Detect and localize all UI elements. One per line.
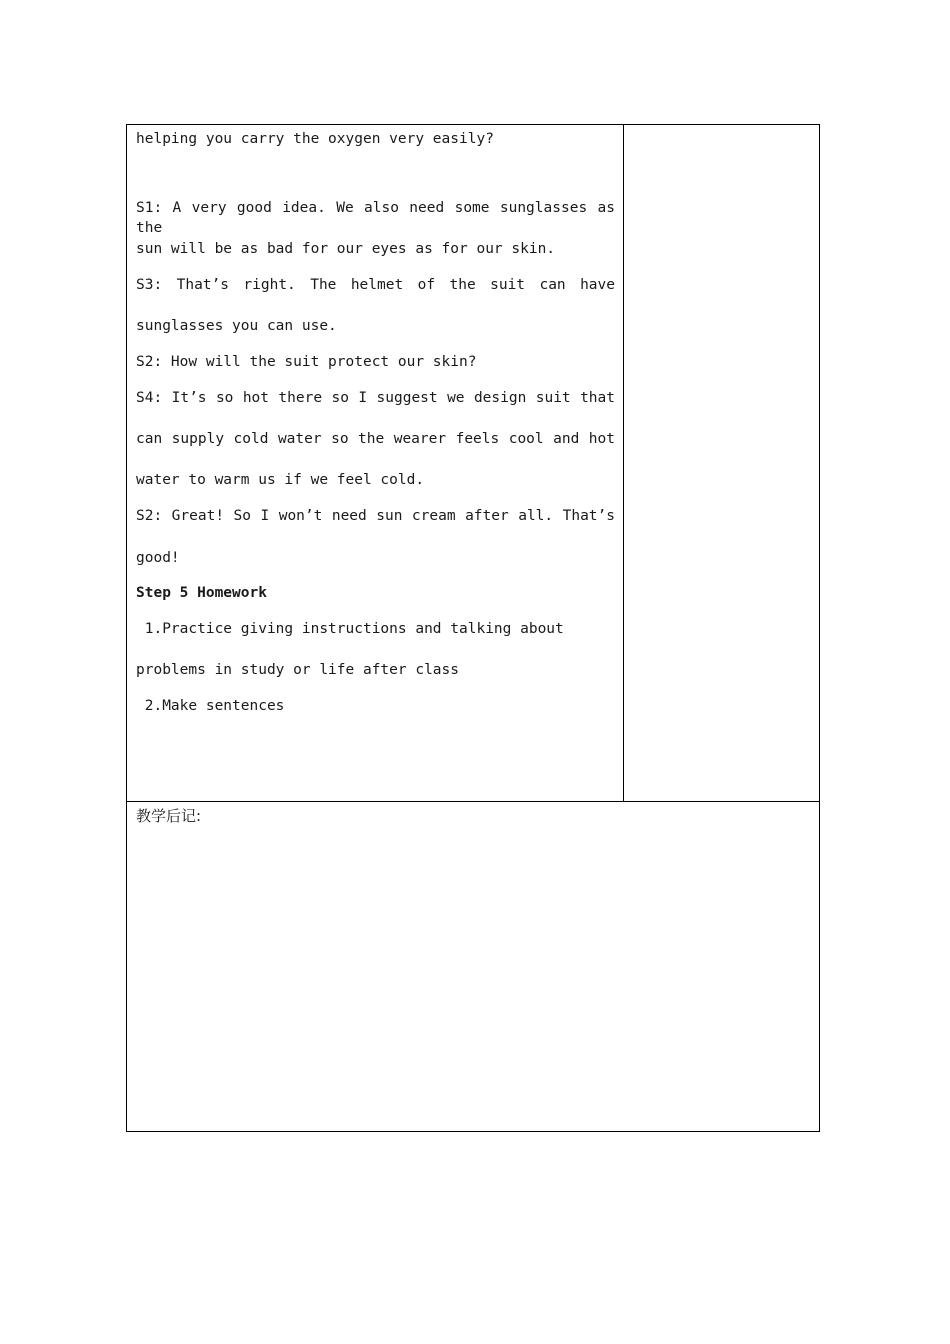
text-line: S1: A very good idea. We also need some sunglasses as the [136,200,615,236]
teaching-reflection-cell [127,802,819,1131]
homework-heading: Step 5 Homework [136,585,267,601]
homework-item: 1.Practice giving instructions and talking about [136,621,564,637]
text-line: S2: Great! So I won’t need sun cream after all. That’s [136,508,615,524]
homework-item: 2.Make sentences [136,698,285,714]
text-line: sunglasses you can use. [136,318,337,334]
lesson-content-cell [127,125,624,801]
text-line: water to warm us if we feel cold. [136,472,425,488]
lesson-table [126,124,820,1132]
text-line: S4: It’s so hot there so I suggest we design suit that [136,390,615,406]
text-line: sun will be as bad for our eyes as for our skin. [136,241,556,257]
teaching-reflection-label: 教学后记: [136,807,202,825]
text-line: S2: How will the suit protect our skin? [136,354,477,370]
notes-column-cell [624,125,819,801]
text-line: S3: That’s right. The helmet of the suit can have [136,277,615,293]
text-line: can supply cold water so the wearer feels cool and hot [136,431,615,447]
text-line: helping you carry the oxygen very easily? [136,131,494,147]
text-line: good! [136,550,180,566]
homework-item: problems in study or life after class [136,662,460,678]
